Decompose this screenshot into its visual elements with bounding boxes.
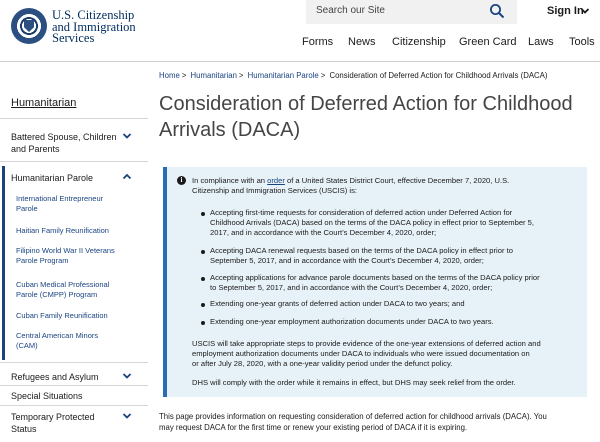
sidebar-item-refugees-asylum[interactable] — [11, 371, 99, 383]
sidebar-subitem-label: Parole — [16, 204, 38, 213]
alert-paragraph — [192, 339, 582, 369]
breadcrumb-separator: > — [181, 71, 187, 80]
search-bar — [306, 0, 517, 24]
agency-name-line: and Immigration — [52, 19, 136, 34]
dhs-seal-logo[interactable] — [11, 8, 47, 44]
chevron-up-icon[interactable] — [122, 172, 132, 182]
paragraph-line: DHS will comply with the order while it remains in effect, but DHS may seek relief from the order. — [192, 378, 516, 387]
bullet-dot — [201, 321, 205, 325]
list-item-line: 2017, and in accordance with the Court’s December 4, 2020, order; — [210, 228, 437, 237]
alert-paragraph — [192, 378, 582, 388]
sidebar-item-label: Humanitarian Parole — [11, 173, 94, 183]
sidebar-subitem-cuban-medical[interactable] — [16, 280, 109, 300]
paragraph-line: USCIS will take appropriate steps to provide evidence of the one-year extensions of deferred action and — [192, 339, 541, 348]
sidebar-subitem-label: Filipino World War II Veterans — [16, 246, 115, 255]
sidebar-subitem-label: Central American Minors — [16, 331, 99, 340]
alert-list-item — [210, 208, 575, 238]
search-input[interactable] — [316, 5, 486, 16]
alert-intro-text: In compliance with an — [192, 176, 268, 185]
sidebar-item-label: and Parents — [11, 144, 60, 154]
sidebar-subitem-label: Haitian Family Reunification — [16, 226, 109, 235]
sidebar-subitem-label: Parole (CMPP) Program — [16, 290, 98, 299]
list-item-line: to September 5, 2017, and in accordance with the Court’s December 4, 2020, order; — [210, 283, 493, 292]
list-item-line: Accepting applications for advance parole documents based on the terms of the DACA policy prior — [210, 273, 540, 282]
sidebar-divider — [0, 405, 148, 406]
sidebar-subitem-cuban-family[interactable] — [16, 311, 108, 321]
bullet-dot — [201, 250, 205, 254]
chevron-down-icon[interactable] — [580, 6, 590, 16]
list-item-line: Extending one-year grants of deferred action under DACA to two years; and — [210, 299, 465, 308]
site-header — [0, 0, 600, 61]
sidebar-item-label: Status — [11, 424, 37, 434]
breadcrumb-current: Consideration of Deferred Action for Childhood Arrivals (DACA) — [329, 71, 548, 80]
sidebar-item-temporary-protected-status[interactable] — [11, 411, 95, 435]
sidebar-subitem-central-american-minors[interactable] — [16, 331, 98, 351]
sidebar-divider — [0, 118, 148, 119]
sidebar-item-label: Special Situations — [11, 391, 83, 401]
sign-in-button[interactable]: Sign In — [547, 5, 584, 17]
alert-intro-line — [192, 176, 582, 186]
sidebar-subitem-international-entrepreneur[interactable] — [16, 194, 103, 214]
breadcrumb — [159, 71, 547, 80]
chevron-down-icon[interactable] — [122, 131, 132, 141]
list-item-line: Accepting first-time requests for consideration of deferred action under Deferred Action for — [210, 208, 513, 217]
page-intro-text — [159, 411, 589, 433]
sidebar-subitem-label: Parole Program — [16, 256, 69, 265]
bullet-dot — [201, 303, 205, 307]
agency-wordmark[interactable] — [52, 10, 136, 45]
agency-name-line: U.S. Citizenship — [52, 8, 135, 22]
agency-name-line: Services — [52, 31, 95, 45]
breadcrumb-home[interactable]: Home — [159, 71, 180, 80]
breadcrumb-separator: > — [238, 71, 244, 80]
nav-tools[interactable]: Tools — [569, 36, 595, 48]
list-item-line: Accepting DACA renewal requests based on the terms of the DACA policy in effect prior to — [210, 246, 513, 255]
breadcrumb-separator: > — [320, 71, 326, 80]
list-item-line: September 5, 2017, and in accordance with the Court’s December 4, 2020, order; — [210, 256, 484, 265]
sidebar-subitem-label: Cuban Medical Professional — [16, 280, 110, 289]
sidebar-item-label: Battered Spouse, Children — [11, 132, 117, 142]
chevron-down-icon[interactable] — [122, 371, 132, 381]
nav-forms[interactable]: Forms — [302, 36, 334, 48]
sidebar-item-label: Refugees and Asylum — [11, 372, 99, 382]
alert-list-item — [210, 299, 575, 309]
alert-list-item — [210, 246, 575, 266]
sidebar-subitem-label: Cuban Family Reunification — [16, 311, 108, 320]
paragraph-line: employment authorization documents under DACA to individuals who were issued documentation on — [192, 349, 530, 358]
alert-intro-text: of a United States District Court, effective December 7, 2020, U.S. — [284, 176, 510, 185]
sidebar-subitem-label: (CAM) — [16, 341, 38, 350]
nav-citizenship[interactable]: Citizenship — [392, 36, 446, 48]
sidebar-title[interactable]: Humanitarian — [11, 97, 77, 109]
bullet-dot — [201, 212, 205, 216]
sidebar-item-battered-spouse[interactable] — [11, 131, 117, 155]
chevron-down-icon[interactable] — [122, 411, 132, 421]
bullet-dot — [201, 277, 205, 281]
paragraph-line: or after July 28, 2020, with a one-year validity period under the defunct policy. — [192, 359, 453, 368]
sidebar-item-humanitarian-parole[interactable] — [11, 172, 93, 184]
alert-list-item — [210, 317, 575, 327]
info-icon: i — [177, 176, 186, 185]
sidebar-item-special-situations[interactable] — [11, 390, 83, 402]
sidebar-divider — [0, 385, 148, 386]
court-order-link[interactable]: order — [267, 176, 285, 185]
nav-green-card[interactable]: Green Card — [459, 36, 517, 48]
alert-intro-line: Citizenship and Immigration Services (USCIS) is: — [192, 186, 358, 195]
nav-news[interactable]: News — [348, 36, 376, 48]
paragraph-line: This page provides information on requesting consideration of deferred action for childhood arrivals (DACA). You — [159, 412, 547, 421]
sidebar-divider — [0, 362, 148, 363]
sidebar-divider — [0, 161, 148, 162]
list-item-line: Childhood Arrivals (DACA) based on the terms of the DACA policy in effect prior to September 5, — [210, 218, 535, 227]
sidebar-subitem-haitian-family[interactable] — [16, 226, 109, 236]
sidebar-item-label: Temporary Protected — [11, 412, 95, 422]
page-title: Consideration of Deferred Action for Childhood Arrivals (DACA) — [159, 93, 573, 141]
alert-list-item — [210, 273, 575, 293]
active-section-indicator — [2, 166, 5, 360]
nav-laws[interactable]: Laws — [528, 36, 554, 48]
breadcrumb-humanitarian-parole[interactable]: Humanitarian Parole — [247, 71, 319, 80]
breadcrumb-humanitarian[interactable]: Humanitarian — [190, 71, 237, 80]
header-divider — [0, 61, 600, 62]
sidebar-subitem-label: International Entrepreneur — [16, 194, 104, 203]
sidebar-subitem-filipino-veterans[interactable] — [16, 246, 115, 266]
alert-intro — [192, 176, 582, 196]
paragraph-line: may request DACA for the first time or renew your existing period of DACA if it is expiring. — [159, 423, 468, 432]
search-icon[interactable] — [489, 3, 505, 19]
list-item-line: Extending one-year employment authorization documents under DACA to two years. — [210, 317, 494, 326]
